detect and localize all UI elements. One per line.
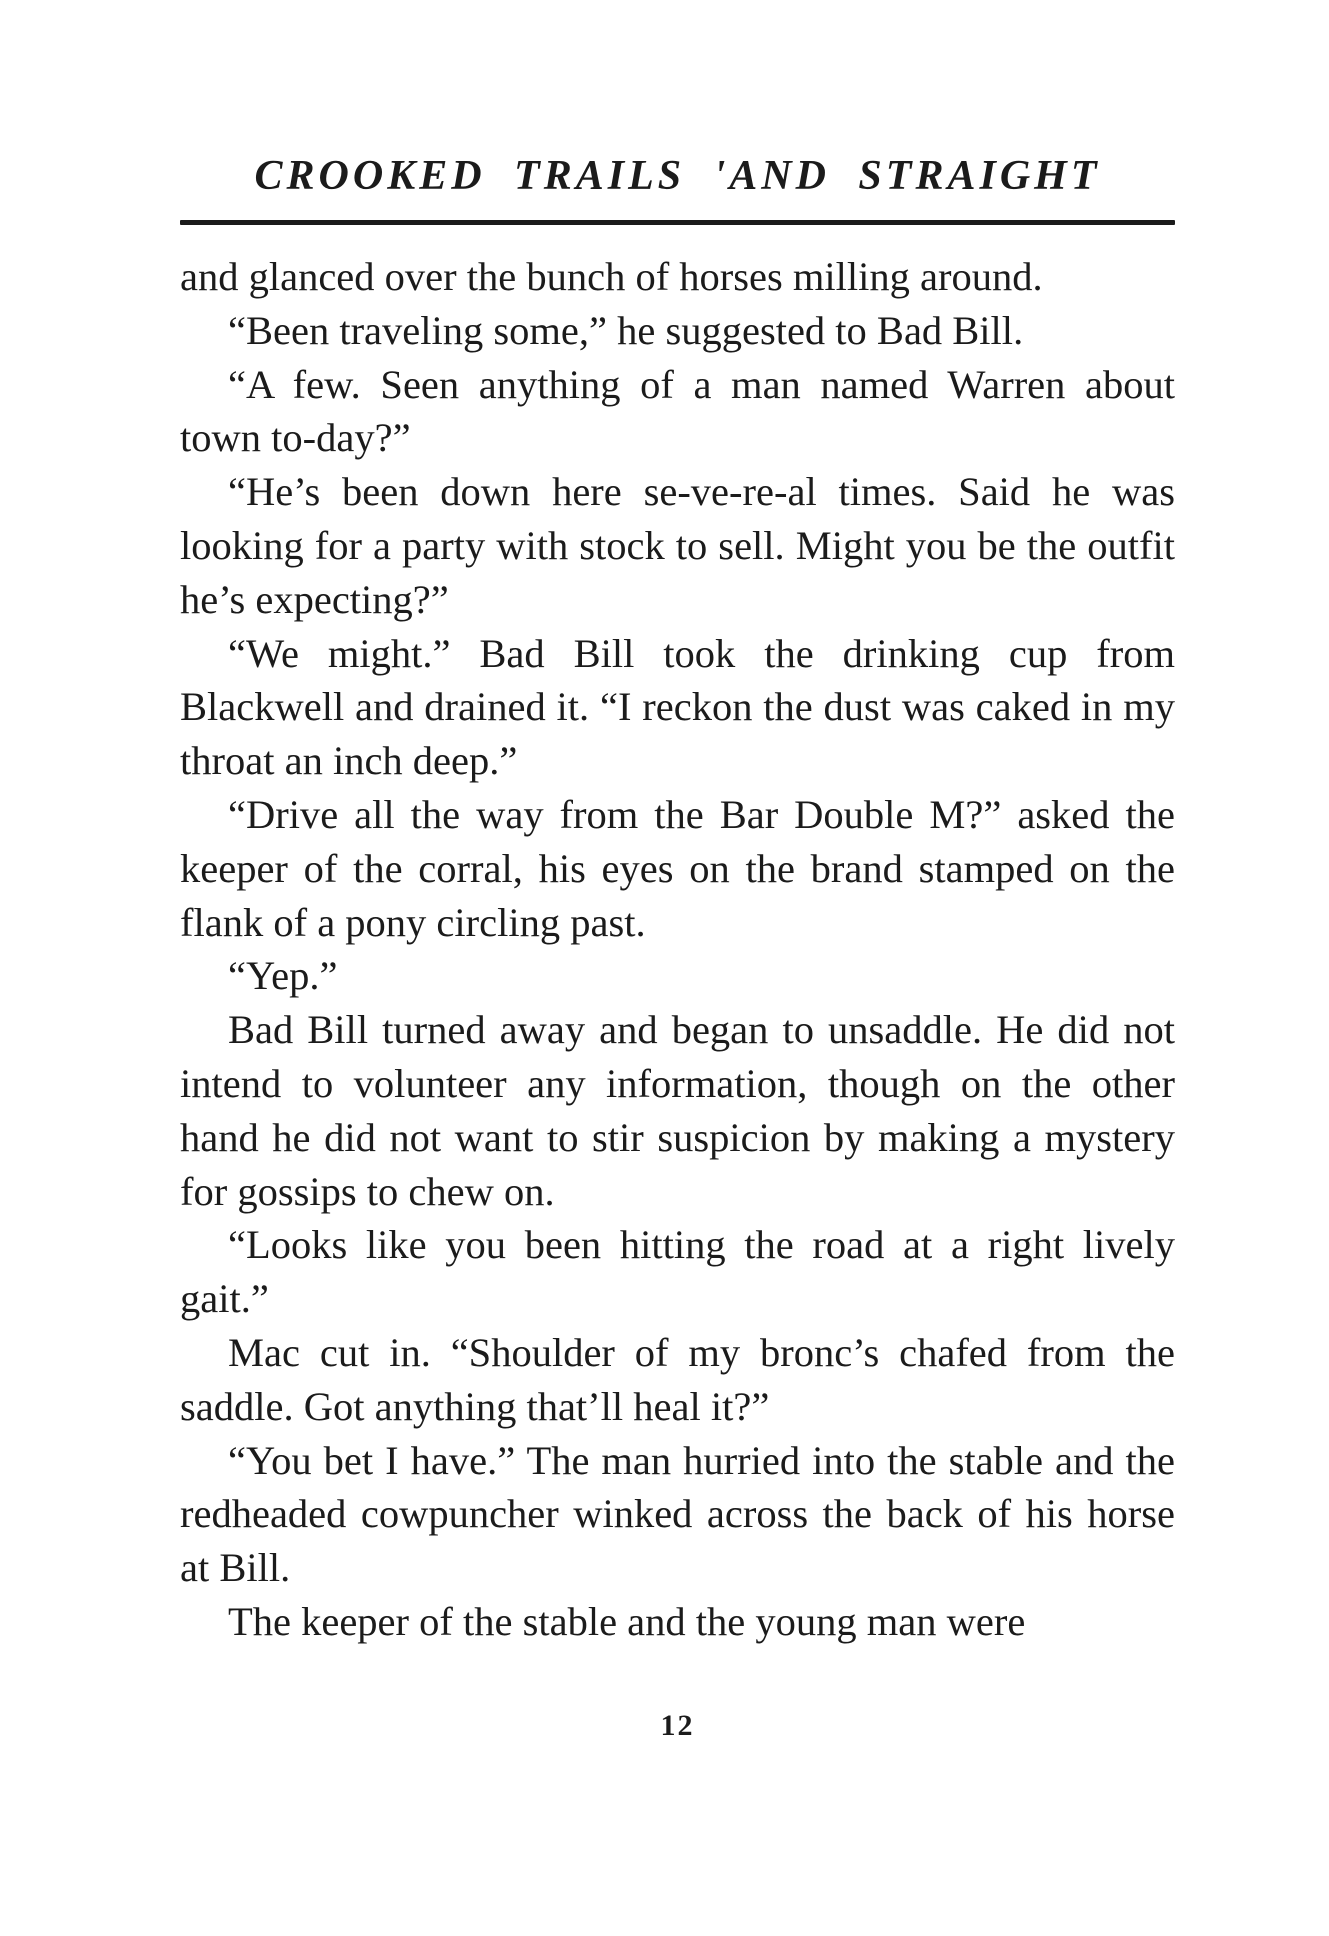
paragraph: “We might.” Bad Bill took the drinking cup from Blackwell and drained it. “I reckon the dust was caked in my throat an inch deep.” xyxy=(180,630,1175,784)
paragraph: “Looks like you been hitting the road at a right lively gait.” xyxy=(180,1222,1175,1322)
paragraph: “Been traveling some,” he suggested to Bad Bill. xyxy=(228,307,1024,353)
paragraph: “A few. Seen anything of a man named Warren about town to-day?” xyxy=(180,361,1175,461)
running-head: CROOKED TRAILS 'AND STRAIGHT xyxy=(254,153,1101,199)
paragraph: Mac cut in. “Shoulder of my bronc’s chafed from the saddle. Got anything that’ll heal it?” xyxy=(180,1329,1175,1429)
paragraph: and glanced over the bunch of horses milling around. xyxy=(180,254,1043,299)
paragraph: “Drive all the way from the Bar Double M?” asked the keeper of the corral, his eyes on the brand stamped on the flank of a pony circling past. xyxy=(180,791,1175,945)
paragraph: “He’s been down here se-ve-re-al times. Said he was looking for a party with stock to sell. Might you be the outfit he’s expecting?” xyxy=(180,469,1175,622)
paragraph: “You bet I have.” The man hurried into the stable and the redheaded cowpuncher winked across the back of his horse at Bill. xyxy=(180,1437,1175,1591)
paragraph: “Yep.” xyxy=(228,953,338,999)
paragraph: The keeper of the stable and the young man were xyxy=(228,1598,1026,1644)
body-text xyxy=(180,250,1175,1649)
header-rule xyxy=(180,220,1175,225)
page-number: 12 xyxy=(660,1709,695,1742)
paragraph: Bad Bill turned away and began to unsaddle. He did not intend to volunteer any information, though on the other hand he did not want to stir suspicion by making a mystery for gossips to chew on. xyxy=(180,1007,1175,1214)
